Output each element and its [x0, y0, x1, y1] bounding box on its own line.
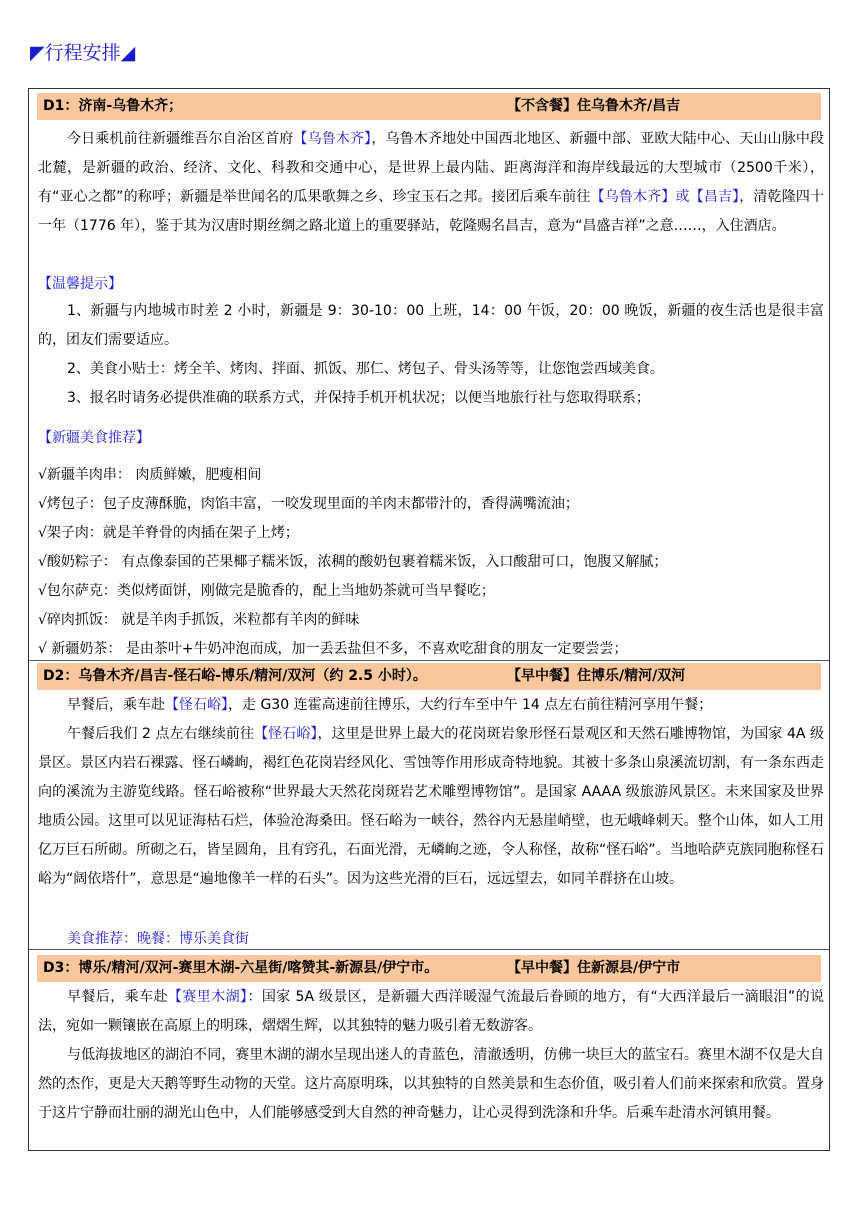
day2-header [37, 663, 821, 690]
row-divider [29, 660, 829, 661]
day3-paragraph-2: 与低海拔地区的湖泊不同，赛里木湖的湖水呈现出迷人的青蓝色，清澈透明，仿佛一块巨大的蓝宝石。赛里木湖不仅是大自然的杰作，更是大天鹅等野生动物的天堂。这片高原明珠，以其独特的自然美景和生态价值，吸引着人们前来探索和欣赏。置身于这片宁静而壮丽的湖光山色中，人们能够感受到大自然的神奇魅力，让心灵得到洗涤和升华。后乘车赴清水河镇用餐。 [38, 1047, 824, 1121]
day2-highlight-guaishiyu: 【怪石峪】 [165, 697, 228, 713]
day1-meals-stay: 【不含餐】住乌鲁木齐/昌吉 [507, 98, 681, 114]
day1-title: D1：济南-乌鲁木齐； [43, 98, 183, 114]
food-item: √新疆羊肉串： 肉质鲜嫩，肥瘦相间 [38, 467, 262, 483]
day3-paragraph-1: 早餐后，乘车赴【赛里木湖】：国家 5A 级景区，是新疆大西洋暖湿气流最后眷顾的地方，有“大西洋最后一滴眼泪”的说法，宛如一颗镶嵌在高原上的明珠，熠熠生辉，以其独特的魅力吸引着无数游客。 [38, 989, 825, 1034]
food-item: √碎肉抓饭： 就是羊肉手抓饭，米粒都有羊肉的鲜味 [38, 612, 360, 628]
day1-paragraph: 今日乘机前往新疆维吾尔自治区首府【乌鲁木齐】，乌鲁木齐地处中国西北地区、新疆中部、亚欧大陆中心、天山山脉中段北麓，是新疆的政治、经济、文化、科教和交通中心，是世界上最内陆、距离海洋和海岸线最远的大型城市（2500千米），有“亚心之都”的称呼；新疆是举世闻名的瓜果歌舞之乡、珍宝玉石之邦。接团后乘车前往【乌鲁木齐】或【昌吉】，清乾隆四十一年（1776 年），鉴于其为汉唐时期丝绸之路北道上的重要驿站，乾隆赐名昌吉，意为“昌盛吉祥”之意……，入住酒店。 [38, 131, 825, 234]
day2-paragraph-1: 早餐后，乘车赴【怪石峪】，走 G30 连霍高速前往博乐，大约行车至中午 14 点左右前往精河享用午餐； [67, 697, 713, 713]
day1-tip-3: 3、报名时请务必提供准确的联系方式，并保持手机开机状况；以便当地旅行社与您取得联系； [67, 390, 650, 406]
row-divider [29, 949, 829, 950]
day1-tips-title: 【温馨提示】 [38, 276, 122, 292]
day1-highlight-urumqi: 【乌鲁木齐】 [293, 131, 372, 147]
itinerary-table [28, 88, 830, 1151]
day1-highlight-destination: 【乌鲁木齐】或【昌吉】 [590, 189, 740, 205]
food-item: √酸奶粽子： 有点像泰国的芒果椰子糯米饭，浓稠的酸奶包裹着糯米饭，入口酸甜可口，饱腹又解腻； [38, 554, 668, 570]
day3-highlight-sayram-lake: 【赛里木湖】 [167, 989, 248, 1005]
day1-food-title: 【新疆美食推荐】 [38, 430, 150, 446]
day3-header [37, 955, 821, 982]
section-title: ◤行程安排◢ [30, 42, 136, 64]
food-item: √ 新疆奶茶： 是由茶叶+牛奶冲泡而成，加一丢丢盐但不多，不喜欢吃甜食的朋友一定要尝尝； [38, 641, 628, 657]
food-item: √架子肉：就是羊脊骨的肉插在架子上烤； [38, 525, 299, 541]
day1-tip-1: 1、新疆与内地城市时差 2 小时，新疆是 9：30-10：00 上班，14：00 午饭，20：00 晚饭，新疆的夜生活也是很丰富的，团友们需要适应。 [38, 303, 824, 348]
food-item: √包尔萨克：类似烤面饼，刚做完是脆香的，配上当地奶茶就可当早餐吃； [38, 583, 495, 599]
day3-title: D3：博乐/精河/双河-赛里木湖-六星街/喀赞其-新源县/伊宁市。 [43, 960, 439, 976]
day2-food-recommendation: 美食推荐：晚餐：博乐美食街 [67, 931, 249, 947]
food-item: √烤包子：包子皮薄酥脆，肉馅丰富，一咬发现里面的羊肉末都带汁的，香得满嘴流油； [38, 496, 579, 512]
day1-header [37, 93, 821, 120]
day2-paragraph-2: 午餐后我们 2 点左右继续前往【怪石峪】，这里是世界上最大的花岗斑岩象形怪石景观区和天然石雕博物馆，为国家 4A 级景区。景区内岩石裸露、怪石嶙峋，褐红色花岗岩经风化、雪蚀等作用形成奇特地貌。其被十多条山泉溪流切割，有一条东西走向的溪流为主游览线路。怪石峪被称“世界最大天然花岗斑岩艺术雕塑博物馆”。是国家 AAAA 级旅游风景区。未来国家及世界地质公园。这里可以见证海枯石烂，体验沧海桑田。怪石峪为一峡谷，然谷内无悬崖峭壁，也无峨峰刺天。整个山体，如人工用亿万巨石所砌。所砌之石，皆呈圆角，且有窍孔，石面光滑，无嶙峋之迹，令人称怪，故称“怪石峪”。当地哈萨克族同胞称怪石峪为“阔依塔什”，意思是“遍地像羊一样的石头”。因为这些光滑的巨石，远远望去，如同羊群挤在山坡。 [38, 726, 825, 887]
day1-tip-2: 2、美食小贴士：烤全羊、烤肉、拌面、抓饭、那仁、烤包子、骨头汤等等，让您饱尝西域美食。 [67, 361, 664, 377]
day3-meals-stay: 【早中餐】住新源县/伊宁市 [507, 960, 681, 976]
day2-highlight-guaishiyu-2: 【怪石峪】 [254, 726, 318, 742]
day2-meals-stay: 【早中餐】住博乐/精河/双河 [507, 668, 686, 684]
day2-title: D2：乌鲁木齐/昌吉-怪石峪-博乐/精河/双河（约 2.5 小时）。 [43, 668, 427, 684]
